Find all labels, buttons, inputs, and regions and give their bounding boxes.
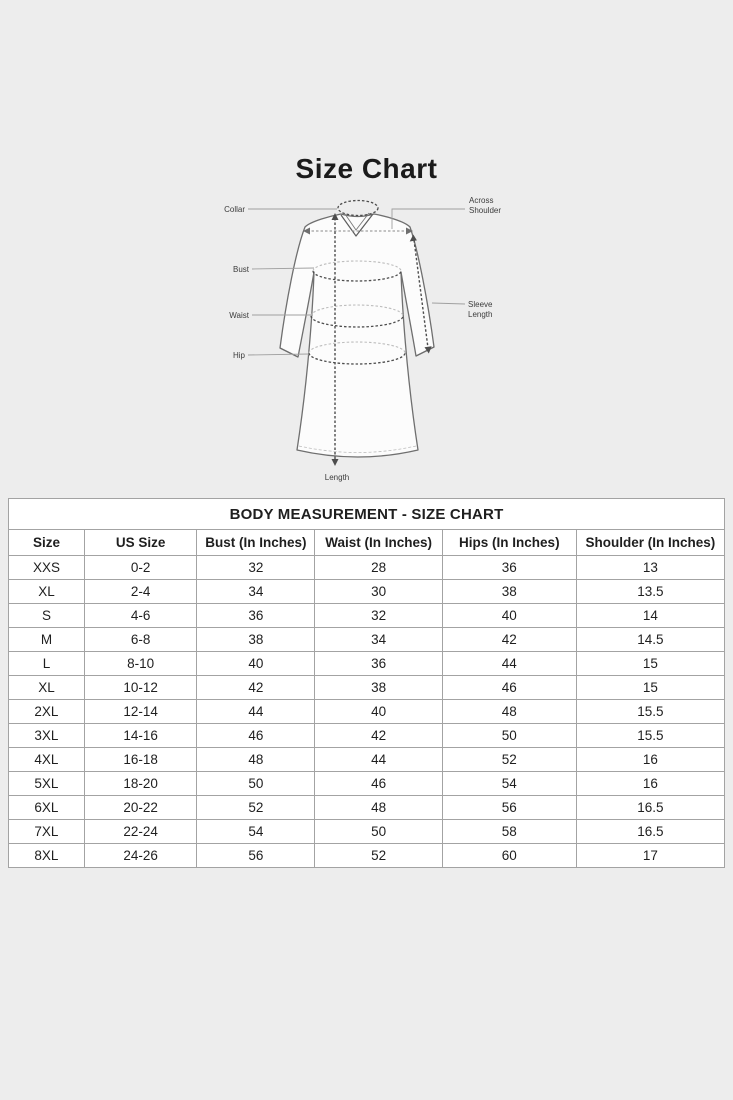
- table-row: [9, 796, 725, 820]
- table-cell: 36: [197, 604, 315, 628]
- table-cell: 36: [442, 556, 576, 580]
- size-table: [8, 498, 725, 868]
- table-cell: 14.5: [576, 628, 724, 652]
- table-cell: 6-8: [84, 628, 196, 652]
- table-cell: 50: [442, 724, 576, 748]
- table-cell: M: [9, 628, 85, 652]
- length-label: Length: [324, 473, 350, 482]
- table-cell: 52: [442, 748, 576, 772]
- collar-label: Collar: [224, 205, 245, 214]
- column-header: Bust (In Inches): [197, 530, 315, 556]
- table-cell: 32: [315, 604, 442, 628]
- table-title: BODY MEASUREMENT - SIZE CHART: [9, 499, 725, 530]
- table-cell: 30: [315, 580, 442, 604]
- hip-label: Hip: [232, 351, 245, 360]
- table-cell: 38: [315, 676, 442, 700]
- table-cell: 34: [197, 580, 315, 604]
- page-title: Size Chart: [295, 153, 438, 184]
- table-cell: 2-4: [84, 580, 196, 604]
- table-row: [9, 628, 725, 652]
- table-row: [9, 724, 725, 748]
- table-cell: 5XL: [9, 772, 85, 796]
- table-cell: 7XL: [9, 820, 85, 844]
- table-row: [9, 676, 725, 700]
- table-row: [9, 748, 725, 772]
- table-cell: 58: [442, 820, 576, 844]
- column-header: Hips (In Inches): [442, 530, 576, 556]
- column-header: Shoulder (In Inches): [576, 530, 724, 556]
- bust-label: Bust: [232, 265, 249, 274]
- sleeve-length-connector: [432, 303, 465, 304]
- table-cell: 50: [315, 820, 442, 844]
- table-cell: 46: [442, 676, 576, 700]
- table-row: [9, 652, 725, 676]
- garment-measurement-diagram: [210, 190, 520, 490]
- table-cell: 48: [442, 700, 576, 724]
- table-cell: 16.5: [576, 820, 724, 844]
- table-row: [9, 772, 725, 796]
- table-cell: 42: [197, 676, 315, 700]
- table-cell: 12-14: [84, 700, 196, 724]
- table-cell: S: [9, 604, 85, 628]
- table-cell: 44: [197, 700, 315, 724]
- table-row: [9, 580, 725, 604]
- column-header: Waist (In Inches): [315, 530, 442, 556]
- column-header: US Size: [84, 530, 196, 556]
- table-cell: XL: [9, 580, 85, 604]
- table-cell: 46: [197, 724, 315, 748]
- table-cell: 46: [315, 772, 442, 796]
- table-cell: 0-2: [84, 556, 196, 580]
- table-cell: 34: [315, 628, 442, 652]
- table-cell: 16: [576, 772, 724, 796]
- table-cell: 40: [197, 652, 315, 676]
- table-cell: 8XL: [9, 844, 85, 868]
- collar-measure-ellipse: [338, 201, 378, 216]
- table-cell: 8-10: [84, 652, 196, 676]
- table-cell: L: [9, 652, 85, 676]
- table-cell: 4-6: [84, 604, 196, 628]
- table-cell: 38: [442, 580, 576, 604]
- table-cell: XL: [9, 676, 85, 700]
- table-cell: 54: [197, 820, 315, 844]
- table-cell: 60: [442, 844, 576, 868]
- table-row: [9, 700, 725, 724]
- table-cell: 24-26: [84, 844, 196, 868]
- table-cell: 10-12: [84, 676, 196, 700]
- table-cell: 2XL: [9, 700, 85, 724]
- table-cell: 6XL: [9, 796, 85, 820]
- kurta-outline: [280, 214, 434, 457]
- table-cell: 14: [576, 604, 724, 628]
- length-arrow-bottom: [332, 459, 339, 466]
- across-shoulder-label-line1: Across: [469, 196, 494, 205]
- table-title-row: [9, 499, 725, 530]
- table-header-row: [9, 530, 725, 556]
- table-cell: 48: [315, 796, 442, 820]
- table-cell: 40: [315, 700, 442, 724]
- table-cell: 15: [576, 676, 724, 700]
- table-cell: 52: [315, 844, 442, 868]
- table-cell: 17: [576, 844, 724, 868]
- table-cell: 44: [315, 748, 442, 772]
- table-cell: 38: [197, 628, 315, 652]
- sleeve-length-label-line2: Length: [468, 310, 493, 319]
- sleeve-length-label-line1: Sleeve: [468, 300, 493, 309]
- column-header: Size: [9, 530, 85, 556]
- table-cell: 15.5: [576, 700, 724, 724]
- table-row: [9, 604, 725, 628]
- table-cell: 48: [197, 748, 315, 772]
- table-cell: 52: [197, 796, 315, 820]
- table-cell: 42: [315, 724, 442, 748]
- table-cell: 50: [197, 772, 315, 796]
- table-cell: 16-18: [84, 748, 196, 772]
- table-cell: 56: [442, 796, 576, 820]
- table-cell: 3XL: [9, 724, 85, 748]
- table-cell: 22-24: [84, 820, 196, 844]
- table-row: [9, 556, 725, 580]
- across-shoulder-label-line2: Shoulder: [469, 206, 502, 215]
- table-cell: 13: [576, 556, 724, 580]
- hip-connector: [248, 354, 309, 355]
- table-cell: XXS: [9, 556, 85, 580]
- table-cell: 36: [315, 652, 442, 676]
- table-cell: 44: [442, 652, 576, 676]
- table-cell: 40: [442, 604, 576, 628]
- table-cell: 15.5: [576, 724, 724, 748]
- table-cell: 14-16: [84, 724, 196, 748]
- table-cell: 4XL: [9, 748, 85, 772]
- table-row: [9, 820, 725, 844]
- table-cell: 18-20: [84, 772, 196, 796]
- table-cell: 28: [315, 556, 442, 580]
- table-cell: 16.5: [576, 796, 724, 820]
- table-cell: 56: [197, 844, 315, 868]
- table-cell: 20-22: [84, 796, 196, 820]
- waist-label: Waist: [229, 311, 249, 320]
- table-cell: 42: [442, 628, 576, 652]
- table-cell: 54: [442, 772, 576, 796]
- table-cell: 32: [197, 556, 315, 580]
- table-row: [9, 844, 725, 868]
- table-cell: 13.5: [576, 580, 724, 604]
- table-cell: 15: [576, 652, 724, 676]
- table-cell: 16: [576, 748, 724, 772]
